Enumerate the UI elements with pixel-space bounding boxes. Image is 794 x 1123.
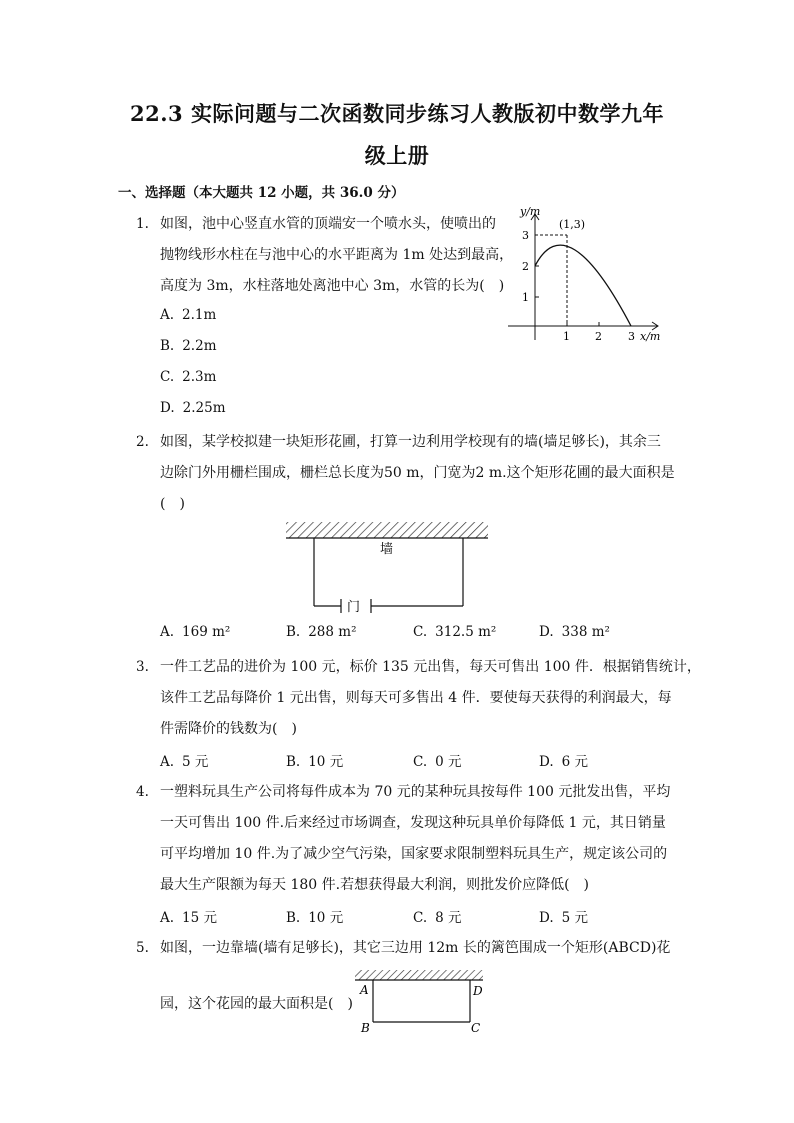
question-4-option-a[interactable]: A. 15 元 <box>160 910 218 926</box>
y-tick-label-2: 2 <box>522 260 529 273</box>
question-2-option-c[interactable]: C. 312.5 m² <box>413 624 497 640</box>
question-1-option-b[interactable]: B. 2.2m <box>160 338 217 354</box>
question-4-number: 4. <box>136 784 149 800</box>
wall-hatch <box>355 970 483 980</box>
vertex-c-label: C <box>471 1021 481 1035</box>
question-3-number: 3. <box>136 659 149 675</box>
question-2-option-d[interactable]: D. 338 m² <box>539 624 610 640</box>
gate-label: 门 <box>347 600 361 613</box>
question-1-line-2: 抛物线形水柱在与池中心的水平距离为 1m 处达到最高， <box>160 247 514 263</box>
question-3-option-d[interactable]: D. 6 元 <box>539 754 589 770</box>
question-3-line-2: 该件工艺品每降价 1 元出售，则每天可多售出 4 件．要使每天获得的利润最大，每 <box>160 690 672 706</box>
page-title-line-2: 级上册 <box>364 143 430 168</box>
question-4-option-b[interactable]: B. 10 元 <box>286 910 344 926</box>
question-3-option-a[interactable]: A. 5 元 <box>160 754 209 770</box>
vertex-a-label: A <box>360 983 369 997</box>
question-1-option-d[interactable]: D. 2.25m <box>160 400 226 416</box>
question-5-line-1: 如图，一边靠墙(墙有足够长)，其它三边用 12m 长的篱笆围成一个矩形(ABCD)花 <box>160 940 671 956</box>
fence-figure <box>283 518 493 613</box>
question-5-line-2: 园，这个花园的最大面积是( ) <box>160 996 353 1012</box>
question-4-line-4: 最大生产限额为每天 180 件.若想获得最大利润，则批发价应降低( ) <box>160 877 589 893</box>
question-2-line-3: ( ) <box>160 496 185 512</box>
question-1-option-c[interactable]: C. 2.3m <box>160 369 217 385</box>
page-title-line-1: 22.3 实际问题与二次函数同步练习人教版初中数学九年 <box>130 101 664 126</box>
vertex-d-label: D <box>473 984 483 998</box>
question-1-option-a[interactable]: A. 2.1m <box>160 307 217 323</box>
question-2-line-2: 边除门外用栅栏围成，栅栏总长度为50 m，门宽为2 m.这个矩形花圃的最大面积是 <box>160 465 675 481</box>
question-4-line-2: 一天可售出 100 件.后来经过市场调查，发现这种玩具单价每降低 1 元，其日销量 <box>160 815 666 831</box>
question-1-line-3: 高度为 3m，水柱落地处离池中心 3m，水管的长为( ) <box>160 278 505 294</box>
x-axis-label: x/m <box>640 330 661 343</box>
y-tick-label-1: 1 <box>522 291 529 304</box>
x-tick-label-2: 2 <box>595 330 602 343</box>
question-4-option-d[interactable]: D. 5 元 <box>539 910 589 926</box>
question-4-line-3: 可平均增加 10 件.为了减少空气污染，国家要求限制塑料玩具生产，规定该公司的 <box>160 846 668 862</box>
wall-label: 墙 <box>380 542 394 557</box>
wall-hatch <box>286 522 488 538</box>
question-1-number: 1. <box>136 216 149 232</box>
rectangle-abcd-figure <box>352 965 492 1035</box>
x-tick-label-3: 3 <box>628 330 635 343</box>
vertex-b-label: B <box>361 1021 370 1035</box>
y-tick-label-3: 3 <box>522 229 529 242</box>
x-tick-label-1: 1 <box>563 330 570 343</box>
parabola-figure <box>500 200 670 350</box>
question-3-line-3: 件需降价的钱数为( ) <box>160 721 297 737</box>
question-5-number: 5. <box>136 940 149 956</box>
question-2-option-a[interactable]: A. 169 m² <box>160 624 231 640</box>
question-4-option-c[interactable]: C. 8 元 <box>413 910 462 926</box>
vertex-label: (1,3) <box>559 218 586 231</box>
question-2-number: 2. <box>136 434 149 450</box>
y-axis-label: y/m <box>520 205 541 218</box>
question-3-line-1: 一件工艺品的进价为 100 元，标价 135 元出售，每天可售出 100 件．根据销售统计， <box>160 659 701 675</box>
parabola-curve <box>535 245 631 326</box>
question-1-line-1: 如图，池中心竖直水管的顶端安一个喷水头，使喷出的 <box>160 216 496 232</box>
question-2-option-b[interactable]: B. 288 m² <box>286 624 357 640</box>
question-3-option-b[interactable]: B. 10 元 <box>286 754 344 770</box>
question-2-line-1: 如图，某学校拟建一块矩形花圃，打算一边利用学校现有的墙(墙足够长)，其余三 <box>160 434 661 450</box>
section-header: 一、选择题（本大题共 12 小题，共 36.0 分） <box>118 185 405 201</box>
question-4-line-1: 一塑料玩具生产公司将每件成本为 70 元的某种玩具按每件 100 元批发出售，平均 <box>160 784 671 800</box>
question-3-option-c[interactable]: C. 0 元 <box>413 754 462 770</box>
